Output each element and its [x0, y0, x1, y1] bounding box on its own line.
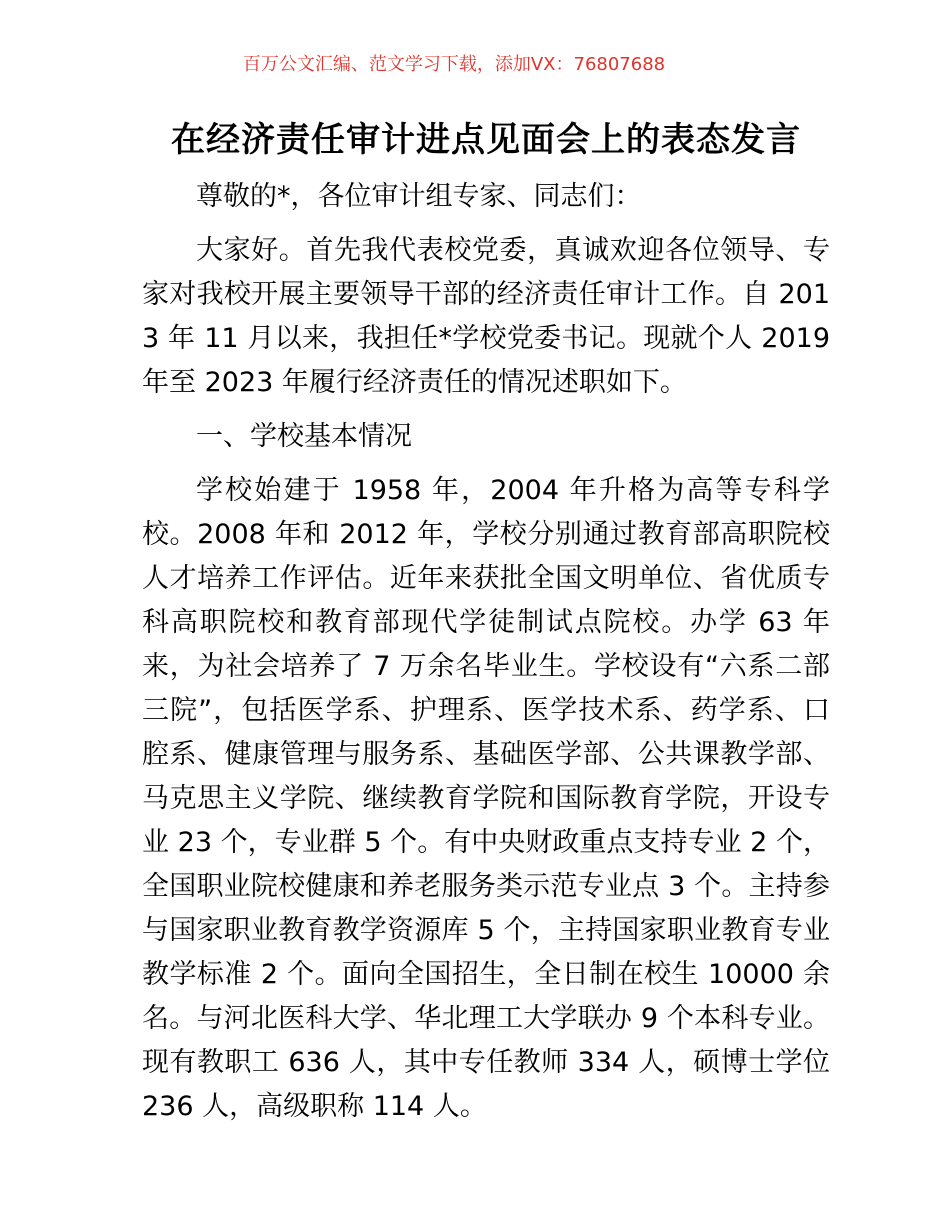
intro-paragraph: 大家好。首先我代表校党委，真诚欢迎各位领导、专家对我校开展主要领导干部的经济责任审计工作。自 2013 年 11 月以来，我担任*学校党委书记。现就个人 2019 年至 2023 年履行经济责任的情况述职如下。 — [142, 235, 830, 398]
salutation-paragraph: 尊敬的*，各位审计组专家、同志们： — [196, 181, 642, 212]
section-body-paragraph: 学校始建于 1958 年，2004 年升格为高等专科学校。2008 年和 2012 年，学校分别通过教育部高职院校人才培养工作评估。近年来获批全国文明单位、省优质专科高职院校和教育部现代学徒制试点院校。办学 63 年来，为社会培养了 7 万余名毕业生。学校设有“六系二部三院”，包括医学系、护理系、医学技术系、药学系、口腔系、健康管理与服务系、基础医学部、公共课教学部、马克思主义学院、继续教育学院和国际教育学院，开设专业 23 个，专业群 5 个。有中央财政重点支持专业 2 个，全国职业院校健康和养老服务类示范专业点 3 个。主持参与国家职业教育教学资源库 5 个，主持国家职业教育专业教学标准 2 个。面向全国招生，全日制在校生 10000 余名。与河北医科大学、华北理工大学联办 9 个本科专业。现有教职工 636 人，其中专任教师 334 人，硕博士学位 236 人，高级职称 114 人。 — [142, 475, 830, 1122]
document-title: 在经济责任审计进点见面会上的表态发言 — [171, 120, 801, 160]
section-heading: 一、学校基本情况 — [196, 421, 412, 452]
header-note: 百万公文汇编、范文学习下载，添加VX：76807688 — [242, 54, 666, 75]
